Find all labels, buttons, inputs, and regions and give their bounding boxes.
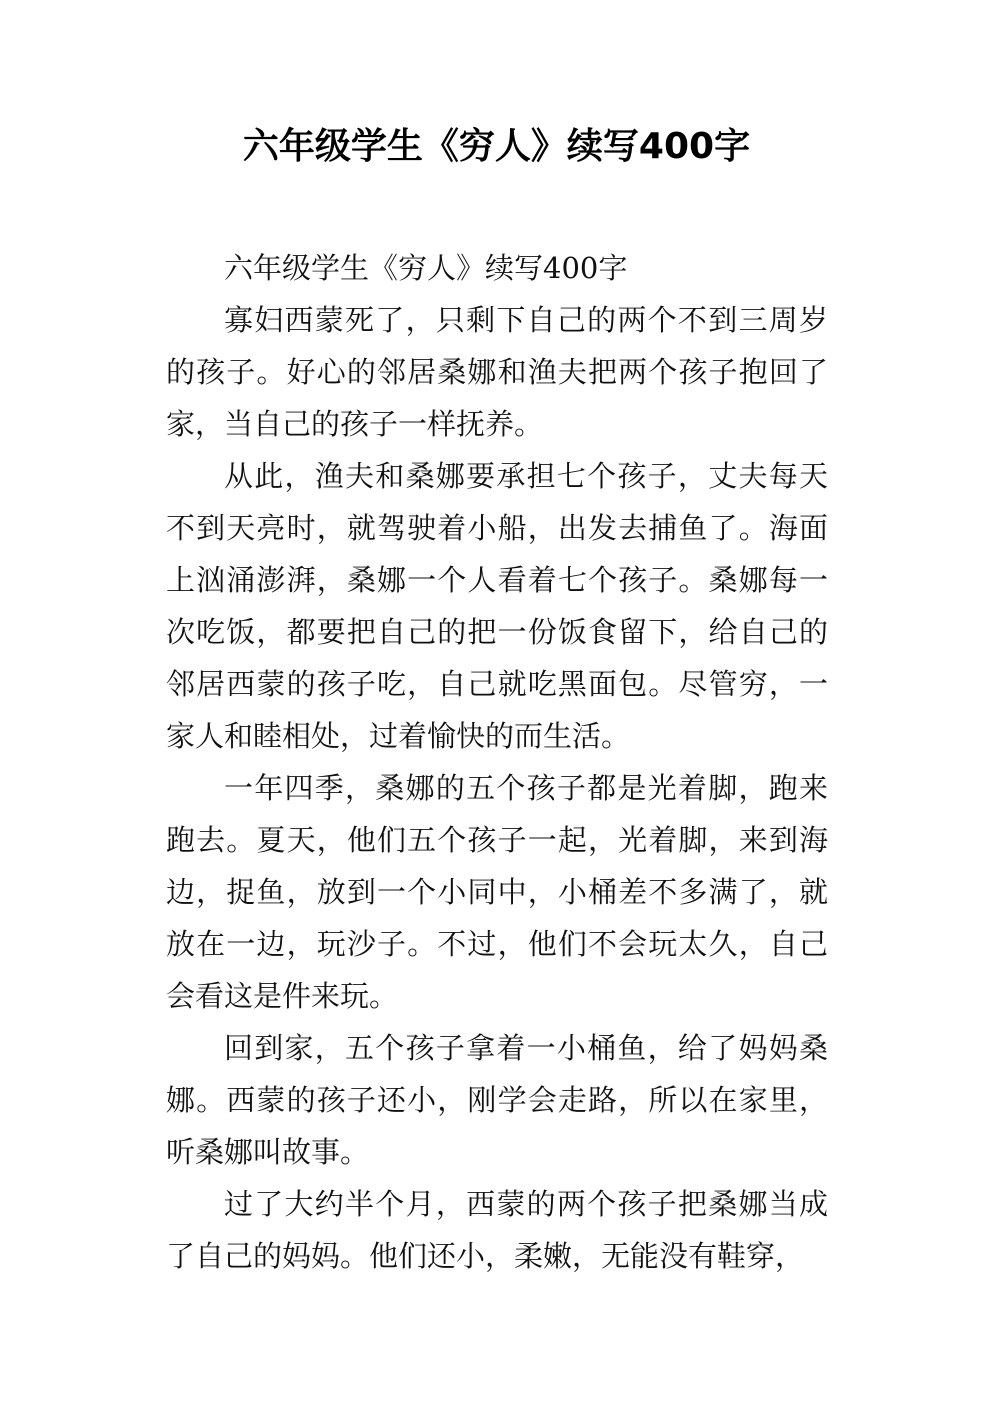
paragraph-2: 从此，渔夫和桑娜要承担七个孩子，丈夫每天不到天亮时，就驾驶着小船，出发去捕鱼了。海面上汹涌澎湃，桑娜一个人看着七个孩子。桑娜每一次吃饭，都要把自己的把一份饭食留下，给自己的邻居西蒙的孩子吃，自己就吃黑面包。尽管穷，一家人和睦相处，过着愉快的而生活。 [166,459,828,753]
paragraph-1: 寡妇西蒙死了，只剩下自己的两个不到三周岁的孩子。好心的邻居桑娜和渔夫把两个孩子抱回了家，当自己的孩子一样抚养。 [166,303,828,441]
paragraph-subtitle: 六年级学生《穷人》续写400字 [224,251,628,285]
paragraph-5: 过了大约半个月，西蒙的两个孩子把桑娜当成了自己的妈妈。他们还小，柔嫩，无能没有鞋穿， [166,1187,828,1273]
document-title: 六年级学生《穷人》续写400字 [242,126,751,167]
paragraph-3: 一年四季，桑娜的五个孩子都是光着脚，跑来跑去。夏天，他们五个孩子一起，光着脚，来到海边，捉鱼，放到一个小同中，小桶差不多满了，就放在一边，玩沙子。不过，他们不会玩太久，自己会看这是件来玩。 [166,771,828,1013]
document-body [166,242,828,1282]
paragraph-4: 回到家，五个孩子拿着一小桶鱼，给了妈妈桑娜。西蒙的孩子还小，刚学会走路，所以在家里，听桑娜叫故事。 [166,1031,828,1169]
